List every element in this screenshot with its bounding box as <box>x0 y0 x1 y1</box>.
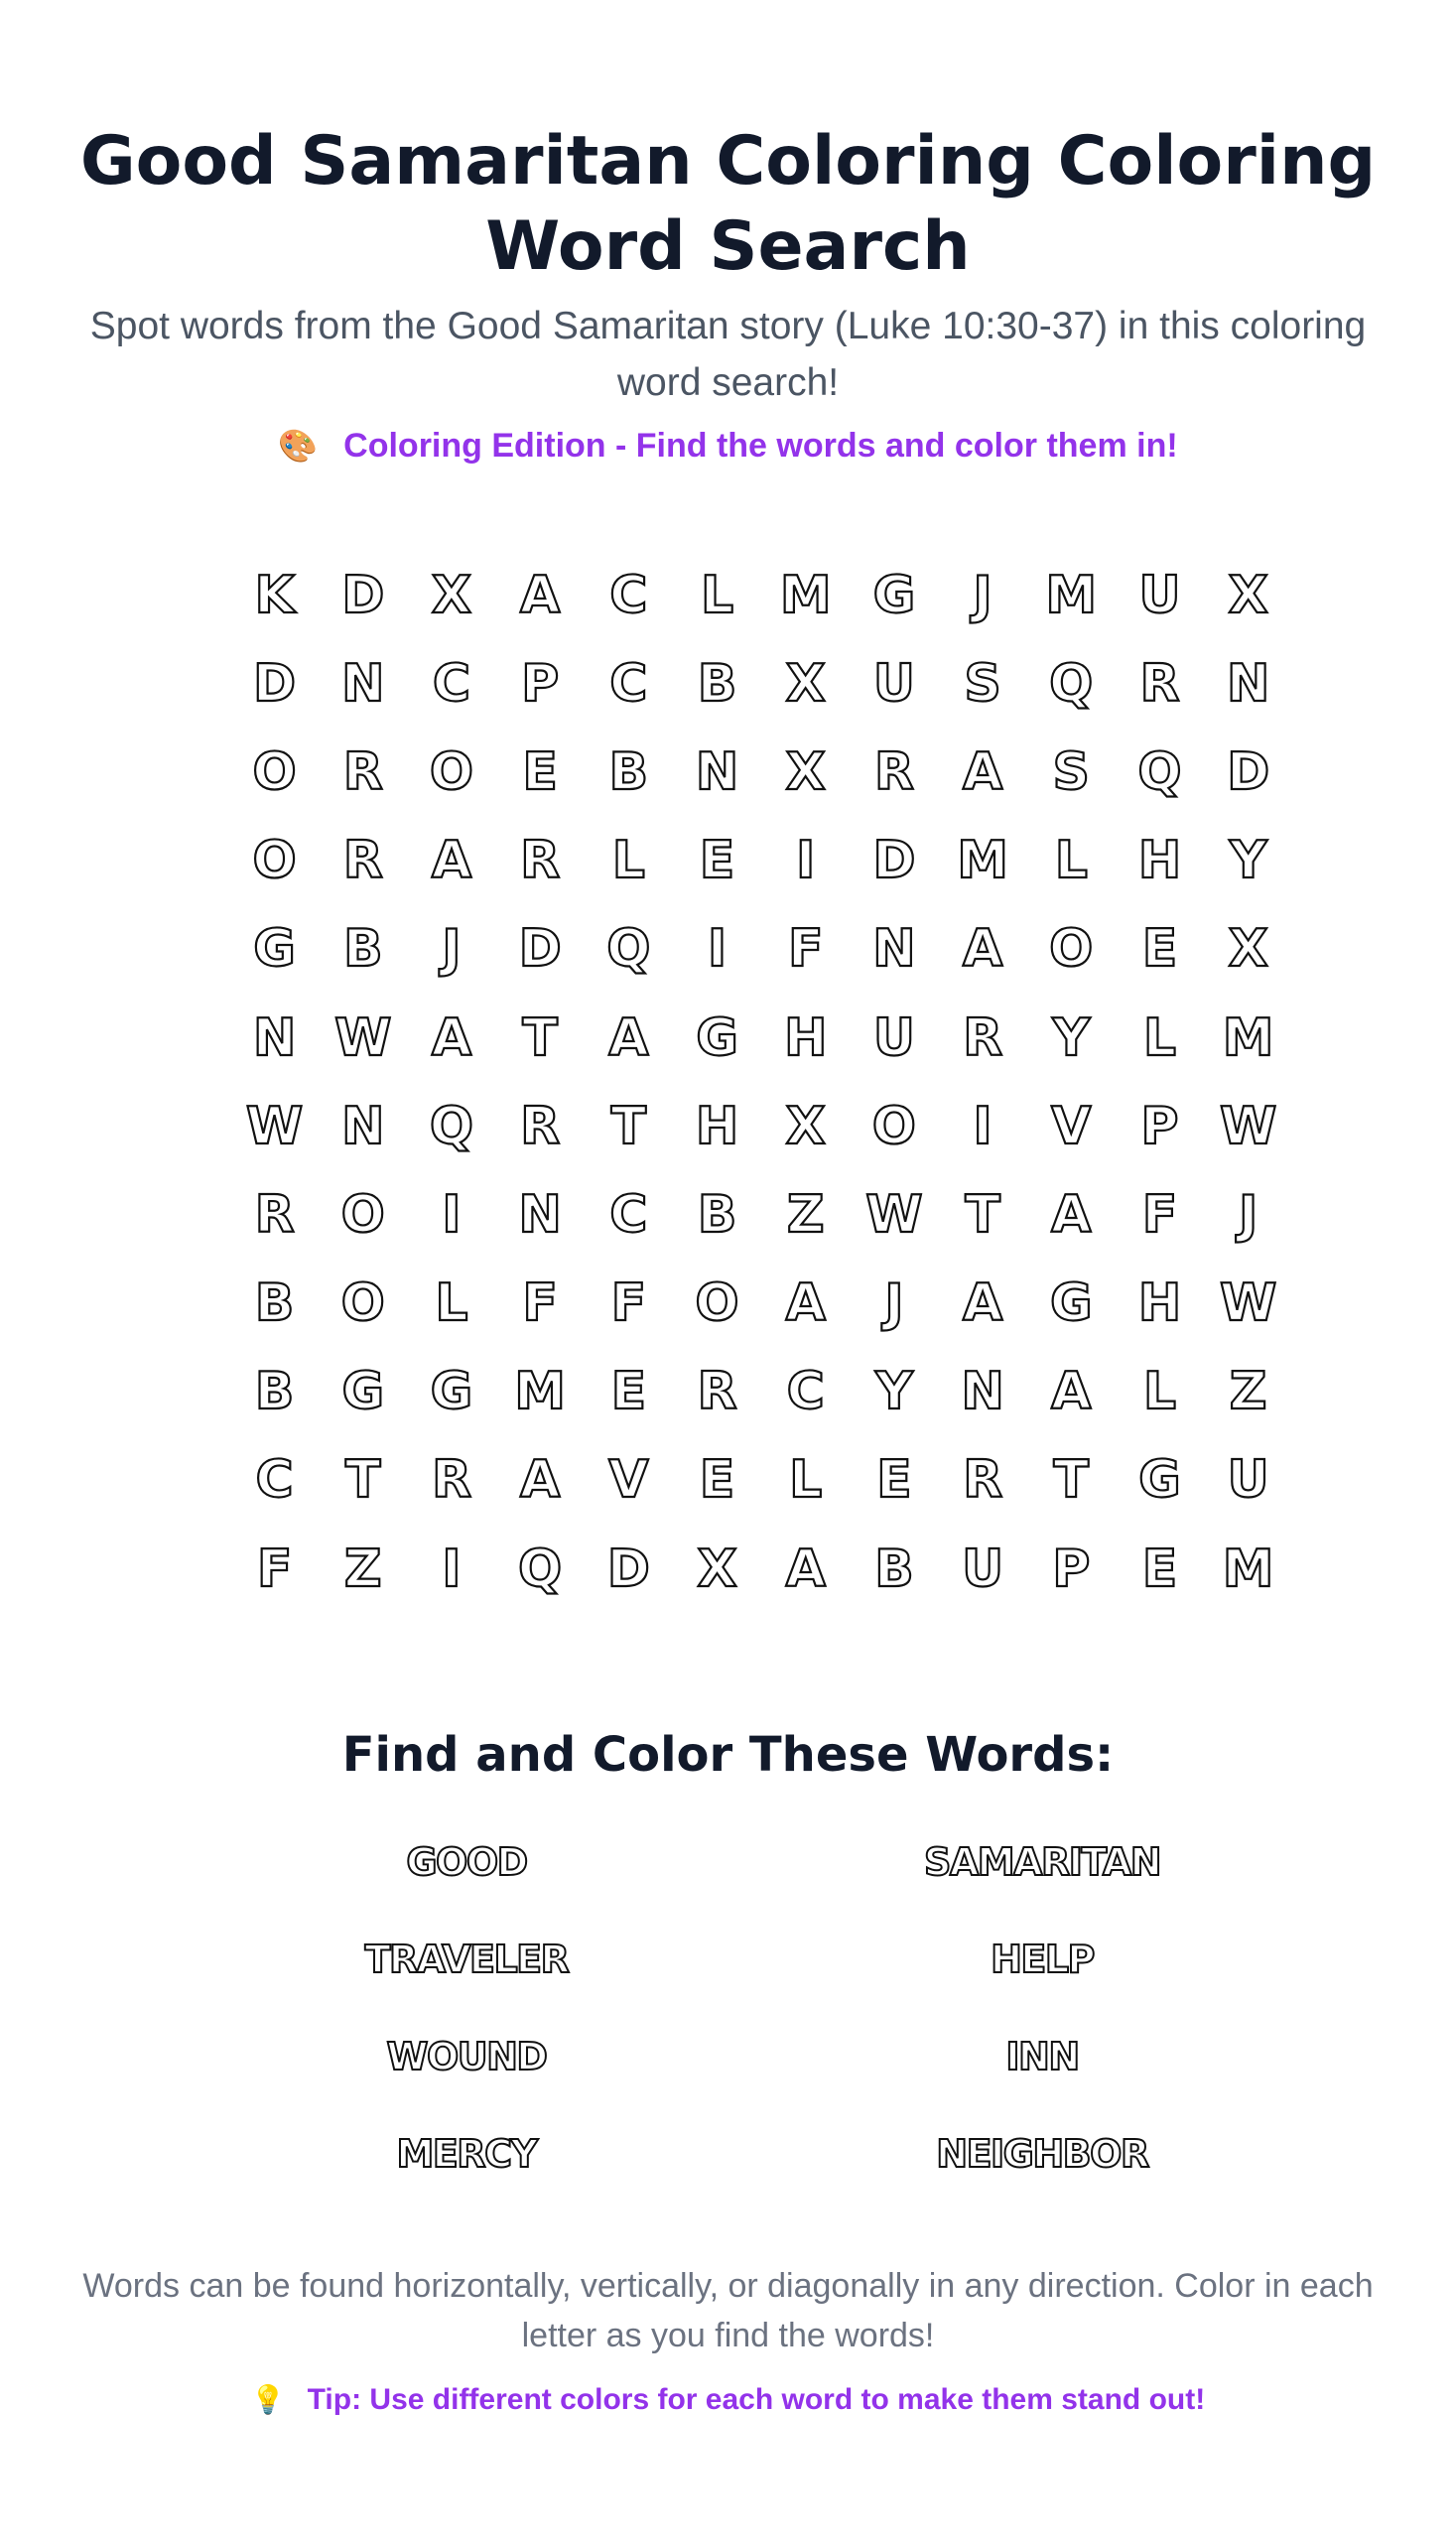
grid-cell[interactable]: G <box>430 1362 473 1422</box>
grid-cell[interactable]: B <box>697 653 737 714</box>
grid-cell[interactable]: O <box>252 831 297 891</box>
grid-cell[interactable]: T <box>610 1096 647 1156</box>
grid-cell[interactable]: R <box>1139 653 1180 714</box>
palette-icon: 🎨 <box>278 428 319 464</box>
grid-cell[interactable]: Y <box>1229 831 1267 891</box>
grid-cell[interactable]: C <box>609 1184 648 1245</box>
grid-cell[interactable]: X <box>785 653 826 714</box>
grid-cell[interactable]: M <box>957 831 1008 891</box>
grid-cell[interactable]: J <box>1238 1184 1258 1245</box>
grid-cell[interactable]: B <box>697 1184 737 1245</box>
grid-cell[interactable]: L <box>700 565 734 625</box>
grid-cell[interactable]: H <box>783 1007 828 1068</box>
grid-cell[interactable]: I <box>442 1538 462 1599</box>
grid-cell[interactable]: O <box>871 1096 917 1156</box>
grid-cell[interactable]: R <box>520 831 561 891</box>
grid-cell[interactable]: P <box>1140 1096 1179 1156</box>
grid-cell[interactable]: D <box>518 919 562 980</box>
grid-cell[interactable]: D <box>1227 741 1270 802</box>
grid-cell[interactable]: U <box>872 1007 916 1068</box>
grid-cell[interactable]: C <box>432 653 471 714</box>
grid-cell[interactable]: R <box>342 741 383 802</box>
grid-cell[interactable]: M <box>1222 1538 1274 1599</box>
grid-cell[interactable]: R <box>431 1450 471 1511</box>
grid-cell[interactable]: A <box>608 1007 649 1068</box>
grid-cell[interactable]: L <box>1142 1007 1177 1068</box>
grid-cell[interactable]: P <box>521 653 560 714</box>
grid-cell[interactable]: I <box>796 831 816 891</box>
tip-text: Tip: Use different colors for each word to make them stand out! <box>307 2383 1206 2416</box>
grid-cell[interactable]: A <box>962 741 1003 802</box>
grid-cell[interactable]: R <box>697 1362 737 1422</box>
word-item: HELP <box>991 1938 1094 1981</box>
grid-cell[interactable]: U <box>961 1538 1004 1599</box>
grid-cell[interactable]: S <box>964 653 1001 714</box>
page-subtitle: Spot words from the Good Samaritan story (Luke 10:30-37) in this coloring word search! <box>89 305 1367 404</box>
grid-cell[interactable]: A <box>1051 1184 1092 1245</box>
grid-cell[interactable]: E <box>699 1450 735 1511</box>
grid-cell[interactable]: E <box>1141 1538 1178 1599</box>
grid-cell[interactable]: T <box>345 1450 381 1511</box>
grid-cell[interactable]: G <box>696 1007 738 1068</box>
grid-cell[interactable]: F <box>610 1273 647 1334</box>
grid-cell[interactable]: R <box>963 1007 1003 1068</box>
word-item: GOOD <box>406 1840 527 1884</box>
grid-cell[interactable]: X <box>431 565 472 625</box>
grid-cell[interactable]: O <box>695 1273 739 1334</box>
grid-cell[interactable]: G <box>341 1362 385 1422</box>
grid-cell[interactable]: G <box>872 565 916 625</box>
grid-cell[interactable]: U <box>872 653 916 714</box>
grid-cell[interactable]: X <box>1228 565 1268 625</box>
grid-cell[interactable]: A <box>431 1007 472 1068</box>
grid-cell[interactable]: W <box>245 1096 304 1156</box>
grid-cell[interactable]: A <box>962 1273 1003 1334</box>
word-item: INN <box>1005 2035 1079 2078</box>
grid-cell[interactable]: L <box>611 831 645 891</box>
grid-cell[interactable]: D <box>341 565 385 625</box>
grid-cell[interactable]: Q <box>1049 653 1094 714</box>
grid-cell[interactable]: B <box>342 919 383 980</box>
grid-cell[interactable]: R <box>963 1450 1003 1511</box>
lightbulb-icon: 💡 <box>250 2384 286 2415</box>
grid-cell[interactable]: N <box>341 1096 385 1156</box>
grid-cell[interactable]: X <box>1228 919 1268 980</box>
edition-text: Coloring Edition - Find the words and color them in! <box>343 427 1178 465</box>
grid-cell[interactable]: Q <box>518 1538 563 1599</box>
grid-cell[interactable]: R <box>254 1184 295 1245</box>
grid-cell[interactable]: A <box>962 919 1003 980</box>
grid-cell[interactable]: I <box>442 1184 462 1245</box>
grid-cell[interactable]: W <box>1219 1096 1277 1156</box>
grid-cell[interactable]: N <box>872 919 916 980</box>
grid-cell[interactable]: F <box>522 1273 558 1334</box>
grid-cell[interactable]: Y <box>1052 1007 1091 1068</box>
grid-cell[interactable]: C <box>786 1362 825 1422</box>
grid-cell[interactable]: T <box>965 1184 1000 1245</box>
grid-cell[interactable]: O <box>252 741 297 802</box>
grid-cell[interactable]: O <box>429 741 474 802</box>
grid-cell[interactable]: A <box>785 1538 826 1599</box>
grid-cell[interactable]: V <box>608 1450 649 1511</box>
grid-cell[interactable]: J <box>973 565 993 625</box>
instructions-text: Words can be found horizontally, vertically, or diagonally in any direction. Color in each letter as you find the words! <box>82 2267 1374 2354</box>
grid-cell[interactable]: F <box>1141 1184 1178 1245</box>
word-item: WOUND <box>386 2035 547 2078</box>
grid-cell[interactable]: C <box>609 653 648 714</box>
grid-cell[interactable]: D <box>606 1538 650 1599</box>
grid-cell[interactable]: A <box>520 1450 561 1511</box>
tip-banner <box>0 2380 1456 2420</box>
grid-cell[interactable]: P <box>1052 1538 1091 1599</box>
grid-cell[interactable]: B <box>254 1273 295 1334</box>
grid-cell[interactable]: R <box>873 741 914 802</box>
grid-cell[interactable]: N <box>1226 653 1270 714</box>
edition-banner <box>0 425 1456 467</box>
grid-cell[interactable]: Q <box>1137 741 1182 802</box>
grid-cell[interactable]: L <box>1142 1362 1177 1422</box>
grid-cell[interactable]: M <box>1045 565 1098 625</box>
grid-cell[interactable]: C <box>255 1450 294 1511</box>
grid-cell[interactable]: O <box>340 1273 385 1334</box>
grid-cell[interactable]: M <box>1222 1007 1274 1068</box>
letter-grid <box>230 551 1292 1613</box>
grid-cell[interactable]: Z <box>786 1184 825 1245</box>
grid-cell[interactable]: N <box>961 1362 1004 1422</box>
grid-cell[interactable]: M <box>779 565 832 625</box>
word-item: NEIGHBOR <box>936 2132 1148 2176</box>
grid-cell[interactable]: B <box>254 1362 295 1422</box>
grid-cell[interactable]: E <box>610 1362 647 1422</box>
grid-cell[interactable]: N <box>695 741 739 802</box>
grid-cell[interactable]: F <box>256 1538 293 1599</box>
grid-cell[interactable]: O <box>340 1184 385 1245</box>
grid-cell[interactable]: A <box>1051 1362 1092 1422</box>
grid-cell[interactable]: T <box>522 1007 558 1068</box>
grid-cell[interactable]: V <box>1051 1096 1092 1156</box>
grid-cell[interactable]: H <box>695 1096 739 1156</box>
grid-cell[interactable]: I <box>973 1096 993 1156</box>
word-list-heading: Find and Color These Words: <box>341 1727 1115 1783</box>
grid-cell[interactable]: C <box>609 565 648 625</box>
grid-cell[interactable]: R <box>520 1096 561 1156</box>
grid-cell[interactable]: E <box>1141 919 1178 980</box>
grid-cell[interactable]: J <box>884 1273 904 1334</box>
grid-cell[interactable]: W <box>334 1007 392 1068</box>
grid-cell[interactable]: O <box>1049 919 1094 980</box>
grid-cell[interactable]: X <box>785 741 826 802</box>
grid-cell[interactable]: M <box>514 1362 567 1422</box>
grid-cell[interactable]: I <box>707 919 728 980</box>
grid-cell[interactable]: G <box>1138 1450 1181 1511</box>
grid-cell[interactable]: A <box>785 1273 826 1334</box>
grid-cell[interactable]: Q <box>606 919 651 980</box>
grid-cell[interactable]: G <box>253 919 296 980</box>
grid-cell[interactable]: K <box>254 565 295 625</box>
page-title: Good Samaritan Coloring Coloring Word Search <box>79 122 1377 286</box>
grid-cell[interactable]: G <box>1049 1273 1093 1334</box>
grid-cell[interactable]: B <box>874 1538 914 1599</box>
grid-cell[interactable]: T <box>1053 1450 1090 1511</box>
grid-cell[interactable]: H <box>1137 831 1182 891</box>
grid-cell[interactable]: R <box>342 831 383 891</box>
grid-cell[interactable]: U <box>1138 565 1181 625</box>
grid-cell[interactable]: E <box>522 741 558 802</box>
grid-cell[interactable]: N <box>252 1007 297 1068</box>
grid-cell[interactable]: X <box>697 1538 737 1599</box>
grid-cell[interactable]: D <box>872 831 916 891</box>
grid-cell[interactable]: W <box>865 1184 923 1245</box>
grid-cell[interactable]: Z <box>343 1538 382 1599</box>
grid-cell[interactable]: D <box>253 653 297 714</box>
grid-cell[interactable]: S <box>1052 741 1090 802</box>
grid-cell[interactable]: Y <box>875 1362 913 1422</box>
grid-cell[interactable]: Q <box>429 1096 474 1156</box>
grid-cell[interactable]: E <box>699 831 735 891</box>
grid-cell[interactable]: E <box>876 1450 912 1511</box>
grid-cell[interactable]: H <box>1137 1273 1182 1334</box>
grid-cell[interactable]: B <box>608 741 649 802</box>
word-item: MERCY <box>396 2132 537 2176</box>
word-item: TRAVELER <box>364 1938 569 1981</box>
grid-cell[interactable]: W <box>1219 1273 1277 1334</box>
grid-cell[interactable]: A <box>431 831 472 891</box>
grid-cell[interactable]: L <box>435 1273 468 1334</box>
grid-cell[interactable]: A <box>520 565 561 625</box>
grid-cell[interactable]: Z <box>1229 1362 1267 1422</box>
grid-cell[interactable]: N <box>341 653 385 714</box>
grid-cell[interactable]: J <box>442 919 462 980</box>
grid-cell[interactable]: X <box>785 1096 826 1156</box>
grid-cell[interactable]: U <box>1227 1450 1269 1511</box>
grid-cell[interactable]: L <box>1054 831 1088 891</box>
grid-cell[interactable]: L <box>789 1450 823 1511</box>
grid-cell[interactable]: N <box>518 1184 562 1245</box>
word-item: SAMARITAN <box>923 1840 1161 1884</box>
grid-cell[interactable]: F <box>787 919 824 980</box>
